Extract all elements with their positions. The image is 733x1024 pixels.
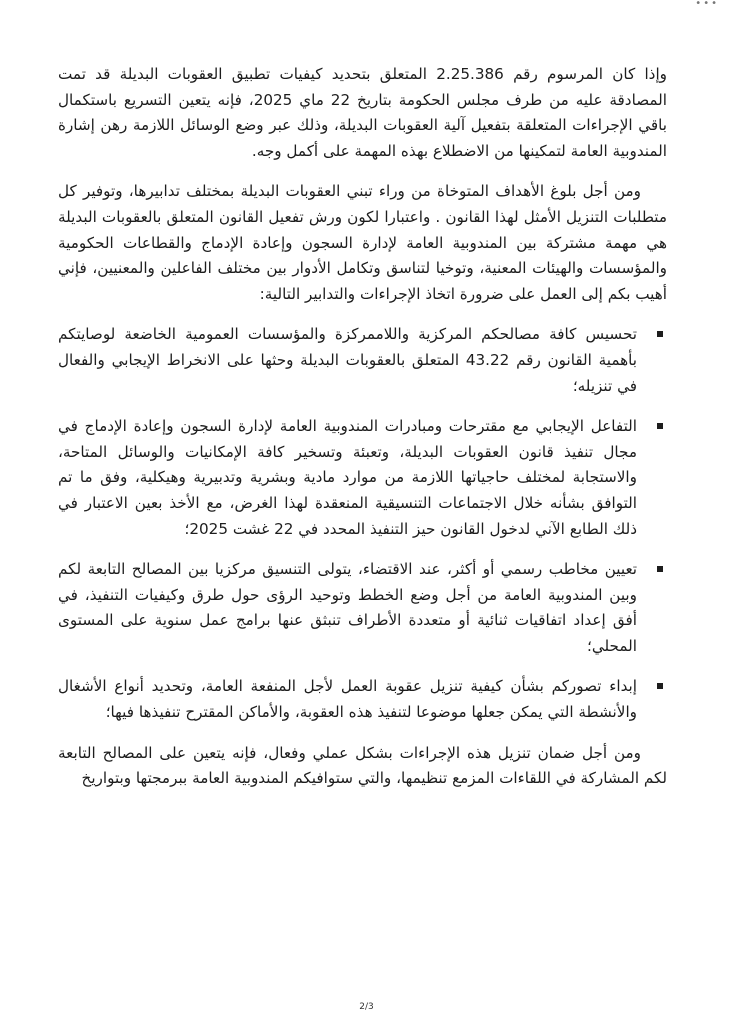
list-item-text: إبداء تصوركم بشأن كيفية تنزيل عقوبة العمل لأجل المنفعة العامة، وتحديد أنواع الأشغال والأنشطة التي يمكن جعلها موضوعا لتنفيذ هذه العقوبة، والأماكن المقترح تنفيذها فيها؛ <box>58 677 637 722</box>
page-number: 2/3 <box>359 1002 374 1012</box>
corner-mark: ••• <box>695 0 719 9</box>
bullet-square-icon <box>657 423 663 429</box>
bullet-square-icon <box>657 331 663 337</box>
measures-list <box>58 322 667 725</box>
document-body <box>58 62 667 807</box>
list-item <box>58 322 667 399</box>
list-item-text: تحسيس كافة مصالحكم المركزية واللاممركزة والمؤسسات العمومية الخاضعة لوصايتكم بأهمية القانون رقم 43.22 المتعلق بالعقوبات البديلة وحثها على الانخراط الإيجابي والفعال في تنزيله؛ <box>58 325 637 395</box>
bullet-square-icon <box>657 566 663 572</box>
closing-paragraph: ومن أجل ضمان تنزيل هذه الإجراءات بشكل عملي وفعال، فإنه يتعين على المصالح التابعة لكم المشاركة في اللقاءات المزمع تنظيمها، والتي ستوافيكم المندوبية العامة ببرمجتها وبتواريخ <box>58 743 667 788</box>
list-item <box>58 674 667 725</box>
list-item <box>58 414 667 542</box>
intro-paragraph-1: وإذا كان المرسوم رقم 2.25.386 المتعلق بتحديد كيفيات تطبيق العقوبات البديلة قد تمت المصادقة عليه من طرف مجلس الحكومة بتاريخ 22 ماي 2025، فإنه يتعين التسريع باستكمال باقي الإجراءات المتعلقة بتفعيل آلية العقوبات البديلة، وذلك عبر وضع الوسائل اللازمة رهن إشارة المندوبية العامة لتمكينها من الاضطلاع بهذه المهمة على أكمل وجه. <box>58 65 668 160</box>
list-item-text: التفاعل الإيجابي مع مقترحات ومبادرات المندوبية العامة لإدارة السجون وإعادة الإدماج في مجال تنفيذ قانون العقوبات البديلة، وتعبئة وتسخير كافة الإمكانيات والوسائل المتاحة، والاستجابة لمختلف حاجياتها اللازمة من موارد مادية وبشرية وتدبيرية وهيكلية، وفق ما تم التوافق بشأنه خلال الاجتماعات التنسيقية المنعقدة لهذا الغرض، مع الأخذ بعين الاعتبار في ذلك الطابع الآني لدخول القانون حيز التنفيذ المحدد في 22 غشت 2025؛ <box>58 417 637 538</box>
bullet-square-icon <box>657 683 663 689</box>
intro-paragraph-2: ومن أجل بلوغ الأهداف المتوخاة من وراء تبني العقوبات البديلة بمختلف تدابيرها، وتوفير كل متطلبات التنزيل الأمثل لهذا القانون . واعتبارا لكون ورش تفعيل القانون المتعلق بالعقوبات البديلة هي مهمة مشتركة بين المندوبية العامة لإدارة السجون وإعادة الإدماج والقطاعات الحكومية والمؤسسات والهيئات المعنية، وتوخيا لتناسق وتكامل الأدوار بين مختلف الفاعلين والمعنيين، فإني أهيب بكم إلى العمل على ضرورة اتخاذ الإجراءات والتدابير التالية: <box>58 182 667 303</box>
list-item-text: تعيين مخاطب رسمي أو أكثر، عند الاقتضاء، يتولى التنسيق مركزيا بين المصالح التابعة لكم وبين المندوبية العامة من أجل وضع الخطط وتوحيد الرؤى حول طرق وكيفيات التنفيذ، في أفق إعداد اتفاقيات ثنائية أو متعددة الأطراف تنبثق عنها برامج عمل سنوية على المستوى المحلي؛ <box>58 560 637 655</box>
list-item <box>58 557 667 659</box>
